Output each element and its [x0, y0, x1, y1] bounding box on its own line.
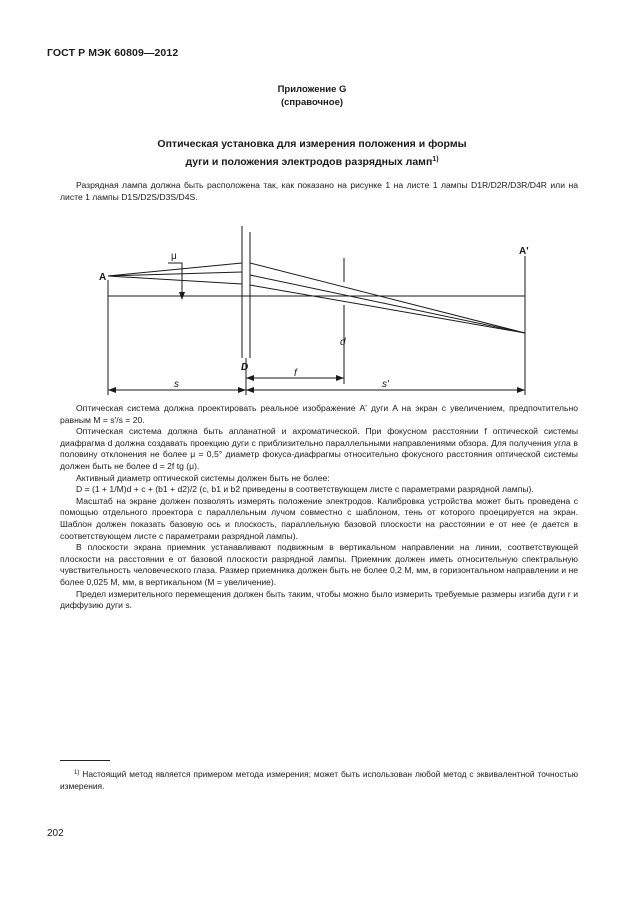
arrow-sp-right	[517, 387, 525, 393]
paragraph-6: В плоскости экрана приемник устанавливают подвижным в вертикальном направлении на линии, соответствующей плоскости на расстоянии e от базовой плоскости разрядной лампы. Приемник должен иметь относительную спектральную чувствительность человеческого глаза. Размер приемника должен быть не более 0,2 M, мм, в горизонтальном направлении и не более 0,025 M, мм, в вертикальном (M = увеличение).	[60, 542, 578, 587]
paragraph-5: Масштаб на экране должен позволять измерять положение электродов. Калибровка устройства может быть проведена с помощью отдельного проектора с параллельным лучом совместно с шаблоном, тень от которого проецируется на экран. Шаблон должен показать базовую ось и плоскость, параллельную базовой плоскости на расстоянии e от нее (e дается в соответствующем листе с параметрами разрядной лампы).	[60, 495, 578, 541]
footnote-text: Настоящий метод является примером метода измерения; может быть использован любой метод с эквивалентной точностью измерения.	[60, 769, 578, 791]
intro-text: Разрядная лампа должна быть расположена так, как показано на рисунке 1 на листе 1 лампы D1R/D2R/D3R/D4R или на листе 1 лампы D1S/D2S/D3S/D4S.	[60, 180, 578, 202]
label-f: f	[294, 368, 297, 379]
label-mu: μ	[171, 251, 177, 262]
arrow-f-left	[246, 375, 254, 381]
label-d-lens: D	[241, 362, 249, 373]
ray-middle-out	[250, 275, 525, 333]
ray-upper-out	[250, 263, 525, 333]
arrow-sp-left	[246, 387, 254, 393]
paragraph-2: Оптическая система должна быть апланатной и ахроматической. При фокусном расстоянии f оптической системы диафрагма d должна создавать проекцию дуги с приблизительно параллельными направлениями обзора. Для получения угла в половину отклонения не более μ = 0,5° диаметр фокуса-диафрагмы относительно фокусного расстояния оптической системы должен быть не более d = 2f tg (μ).	[60, 426, 578, 471]
ray-lower-out	[250, 285, 525, 333]
footnote	[60, 768, 578, 793]
title-line-1: Оптическая установка для измерения положения и формы	[157, 138, 467, 150]
arrow-f-right	[336, 375, 344, 381]
label-s: s	[174, 379, 179, 390]
arrow-s-right	[238, 387, 246, 393]
label-s-prime: s'	[382, 379, 389, 390]
paragraph-7: Предел измерительного перемещения должен быть таким, чтобы можно было измерить требуемые размеры изгиба дуги r и диффузию дуги s.	[60, 588, 578, 611]
paragraph-1: Оптическая система должна проектировать реальное изображение A' дуги A на экран с увеличением, предпочтительно равным M = s'/s = 20.	[60, 403, 578, 425]
label-d-aperture: d	[340, 337, 346, 348]
document-header: ГОСТ Р МЭК 60809—2012	[47, 47, 179, 59]
footnote-mark: 1)	[74, 770, 80, 776]
label-a: A	[99, 272, 107, 283]
ray-lower	[108, 276, 242, 284]
paragraph-4: D = (1 + 1/M)d + c + (b1 + d2)/2 (c, b1 и b2 приведены в соответствующем листе с параметрами разрядной лампы).	[76, 484, 534, 495]
paragraph-3: Активный диаметр оптической системы должен быть не более:	[76, 472, 330, 483]
title-footnote-mark: 1)	[432, 156, 439, 163]
body-text	[60, 403, 578, 612]
appendix-subtitle: (справочное)	[280, 97, 344, 108]
footnote-divider	[60, 760, 110, 761]
title-line-2-text: дуги и положения электродов разрядных ламп	[185, 156, 433, 168]
page-number: 202	[47, 828, 64, 839]
arrow-s-left	[108, 387, 116, 393]
label-a-prime: A'	[519, 246, 529, 257]
appendix-title: Приложение G	[277, 84, 347, 95]
